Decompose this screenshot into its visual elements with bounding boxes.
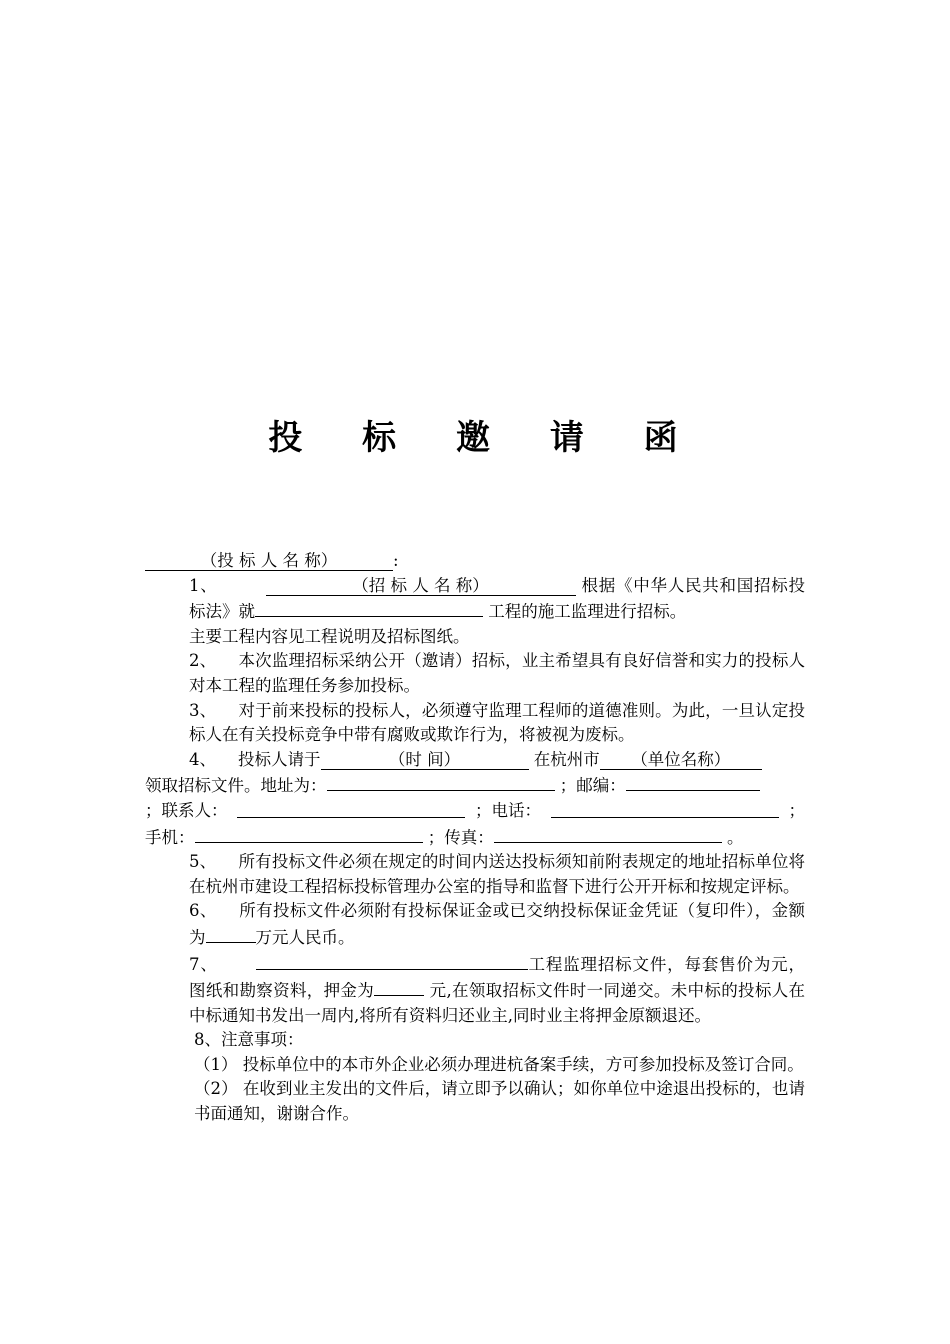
paragraph-1b: 主要工程内容见工程说明及招标图纸。: [189, 626, 470, 646]
paragraph-6: [145, 899, 805, 950]
paragraph-1: [145, 574, 805, 625]
address-blank: [327, 772, 555, 791]
fax-blank: [494, 824, 722, 843]
paragraph-2: [145, 649, 805, 698]
project-doc-blank: [256, 951, 528, 970]
p3-text: 对于前来投标的投标人，必须遵守监理工程师的道德准则。为此，一旦认定投标人在有关投标竞争中带有腐败或欺诈行为，将被视为废标。: [189, 700, 806, 745]
mobile-blank: [195, 824, 423, 843]
mobile-label: 手机：: [145, 827, 195, 847]
paragraph-4-line3: [145, 799, 805, 824]
contact-end-semicolon: ；: [788, 800, 805, 820]
phone-blank: [551, 799, 779, 818]
p1-text-a: 根据《中华人民共和国招标投标法》就: [189, 575, 805, 622]
p5-text: 所有投标文件必须在规定的时间内送达投标须知前附表规定的地址招标单位将在杭州市建设工程招标投标管理办公室的指导和监督下进行公开开标和按规定评标。: [189, 852, 806, 896]
paragraph-8-heading: 8、注意事项：: [194, 1030, 304, 1050]
paragraph-5: [145, 850, 805, 899]
project-name-blank: [255, 598, 483, 617]
deposit-amount-blank: [206, 924, 256, 943]
addressee-placeholder: （投 标 人 名 称）: [145, 552, 393, 571]
unit-name-placeholder: （单位名称）: [600, 751, 762, 770]
tenderer-name-placeholder: （招 标 人 名 称）: [266, 577, 576, 596]
p7-text-b: 元,在领取招标文件时一同递交。未中标的投标人在中标通知书发出一周内,将所有资料归还业主,同时业主将押金原额退还。: [189, 981, 806, 1025]
p4-number: 4、: [189, 749, 216, 769]
p6-text-b: 万元人民币。: [255, 927, 355, 947]
p4-text-c: 领取招标文件。地址为：: [145, 776, 327, 796]
p4-text-a: 投标人请于: [238, 749, 321, 769]
addressee-colon: :: [393, 551, 399, 570]
p4-text-b: 在杭州市: [533, 749, 600, 769]
p1-text-b: 工程的施工监理进行招标。: [488, 602, 687, 622]
p7-text-a: 工程监理招标文件，每套售价为元，图纸和勘察资料，押金为: [189, 954, 806, 1001]
paragraph-4-line4: [145, 824, 805, 851]
p1-number: 1、: [189, 575, 218, 595]
p5-number: 5、: [189, 852, 217, 872]
paragraph-4-line1: [145, 748, 805, 773]
postcode-label: ；邮编：: [559, 776, 626, 796]
p3-number: 3、: [189, 700, 217, 720]
document-title: 投 标 邀 请 函: [268, 418, 702, 458]
paragraph-3: [145, 699, 805, 748]
p4-period: 。: [727, 827, 744, 847]
pledge-amount-blank: [374, 977, 424, 996]
p7-number: 7、: [189, 954, 218, 974]
p6-text-a: 所有投标文件必须附有投标保证金或已交纳投标保证金凭证（复印件），金额为: [189, 901, 806, 947]
document-body: [145, 549, 805, 1127]
note-item-2: （2） 在收到业主发出的文件后，请立即予以确认；如你单位中途退出投标的，也请书面通知，谢谢合作。: [194, 1079, 805, 1124]
phone-label: ；电话：: [475, 800, 541, 820]
p6-number: 6、: [189, 901, 217, 921]
paragraph-4-line2: [145, 772, 805, 799]
note-item-1: （1） 投标单位中的本市外企业必须办理进杭备案手续，方可参加投标及签订合同。: [194, 1054, 804, 1074]
paragraph-7: [145, 951, 805, 1029]
p2-number: 2、: [189, 651, 217, 671]
p2-text: 本次监理招标采纳公开（邀请）招标，业主希望具有良好信誉和实力的投标人对本工程的监理任务参加投标。: [189, 651, 806, 695]
addressee-line: [145, 549, 805, 574]
postcode-blank: [626, 772, 760, 791]
fax-label: ；传真：: [427, 827, 494, 847]
contact-label: ；联系人：: [145, 800, 228, 820]
time-placeholder: （时 间）: [321, 751, 529, 770]
contact-blank: [237, 799, 465, 818]
